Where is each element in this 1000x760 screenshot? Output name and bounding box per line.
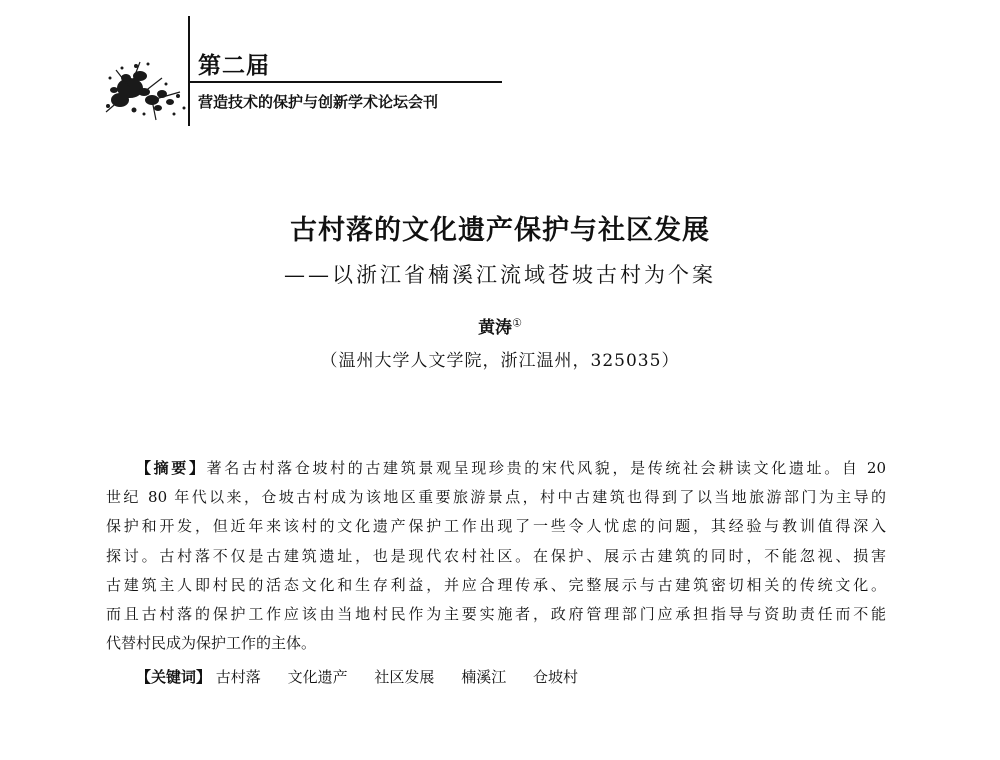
paper-subtitle: ——以浙江省楠溪江流域苍坡古村为个案 — [284, 263, 716, 287]
keywords — [136, 664, 600, 690]
abstract-label: 【摘要】 — [136, 459, 207, 477]
header-vertical-rule — [188, 16, 190, 126]
author-footnote-marker: ① — [512, 316, 522, 330]
keyword-item: 文化遗产 — [287, 668, 348, 686]
abstract-text: 著名古村落仓坡村的古建筑景观呈现珍贵的宋代风貌，是传统社会耕读文化遗址。自 20 — [206, 459, 886, 477]
paper-title: 古村落的文化遗产保护与社区发展 — [290, 215, 710, 246]
keyword-item: 社区发展 — [374, 668, 435, 686]
keyword-item: 楠溪江 — [461, 668, 507, 686]
abstract-line: 古建筑主人即村民的活态文化和生存利益，并应合理传承、完整展示与古建筑密切相关的传统文化。 — [106, 575, 886, 594]
author-name: 黄涛 — [478, 318, 513, 338]
author-line — [0, 316, 1000, 340]
abstract-line: 代替村民成为保护工作的主体。 — [106, 634, 317, 653]
abstract-line: 探讨。古村落不仅是古建筑遗址，也是现代农村社区。在保护、展示古建筑的同时，不能忽视、损害 — [106, 546, 886, 565]
header-journal-title: 营造技术的保护与创新学术论坛会刊 — [198, 93, 439, 111]
keywords-label: 【关键词】 — [136, 668, 212, 686]
keyword-item: 仓坡村 — [532, 668, 578, 686]
header-horizontal-rule — [190, 81, 502, 83]
abstract-line: 而且古村落的保护工作应该由当地村民作为主要实施者，政府管理部门应承担指导与资助责任而不能 — [106, 604, 886, 623]
ink-flower-ornament-icon — [100, 48, 196, 130]
abstract-line: 保护和开发，但近年来该村的文化遗产保护工作出现了一些令人忧虑的问题，其经验与教训值得深入 — [106, 517, 886, 536]
abstract — [106, 454, 886, 658]
author-affiliation: （温州大学人文学院，浙江温州，325035） — [320, 351, 680, 371]
abstract-line: 世纪 80 年代以来，仓坡古村成为该地区重要旅游景点，村中古建筑也得到了以当地旅游部门为主导的 — [106, 488, 886, 507]
running-header — [0, 0, 520, 140]
keyword-item: 古村落 — [215, 668, 261, 686]
abstract-line — [106, 454, 886, 483]
header-edition: 第二届 — [198, 53, 270, 79]
